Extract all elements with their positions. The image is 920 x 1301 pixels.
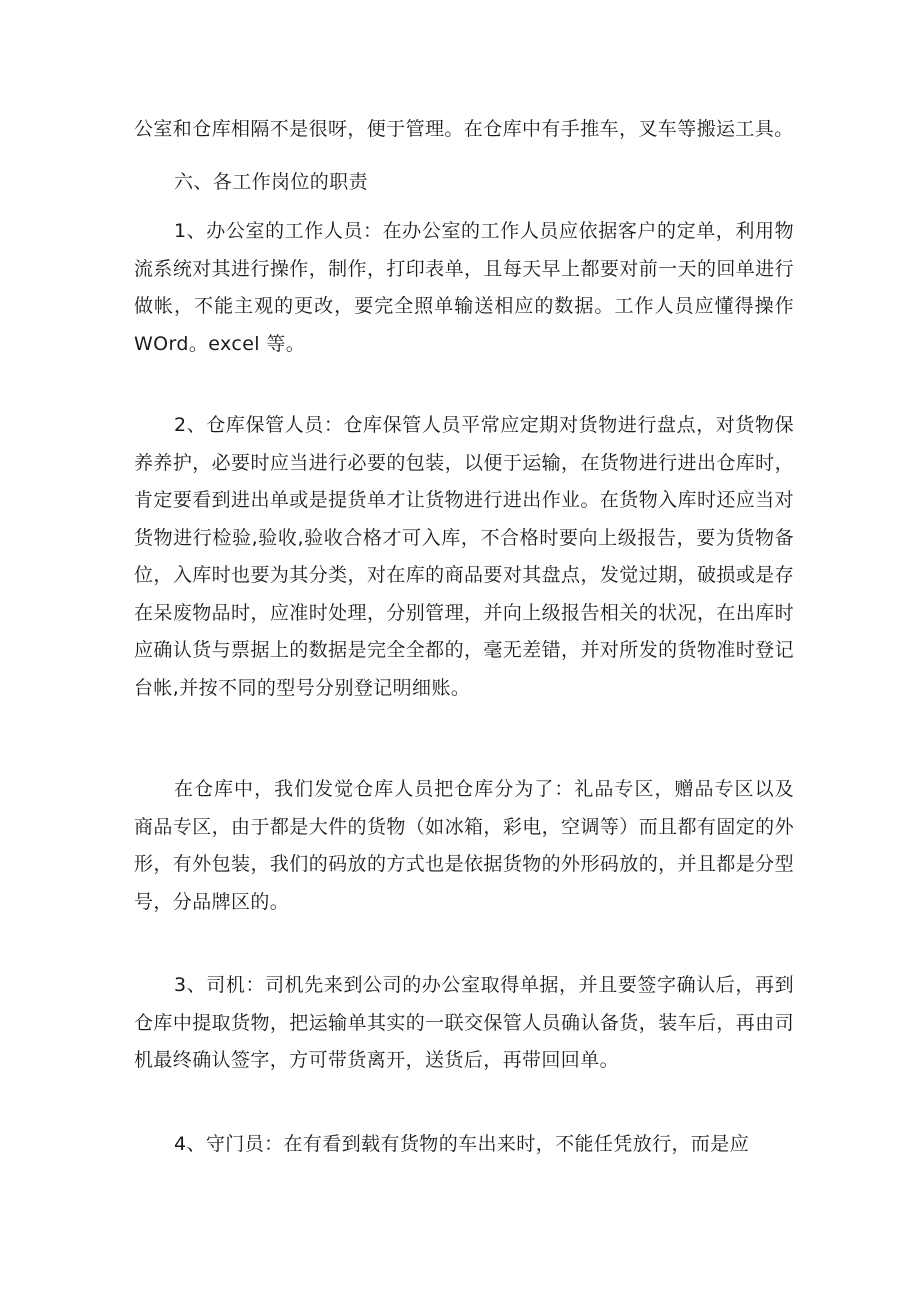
- section-heading: 六、各工作岗位的职责: [174, 171, 369, 193]
- paragraph-office-staff: 1、办公室的工作人员：在办公室的工作人员应依据客户的定单，利用物流系统对其进行操作，制作，打印表单，且每天早上都要对前一天的回单进行做帐，不能主观的更改，要完全照单输送相应的数据。工作人员应懂得操作 WOrd。excel 等。: [134, 220, 794, 355]
- paragraph-warehouse-keeper: 2、仓库保管人员：仓库保管人员平常应定期对货物进行盘点，对货物保养养护，必要时应当进行必要的包装，以便于运输，在货物进行进出仓库时，肯定要看到进出单或是提货单才让货物进行进出作业。在货物入库时还应当对货物进行检验,验收,验收合格才可入库，不合格时要向上级报告，要为货物备位，入库时也要为其分类，对在库的商品要对其盘点，发觉过期，破损或是存在呆废物品时，应准时处理，分别管理，并向上级报告相关的状况，在出库时应确认货与票据上的数据是完全全都的，毫无差错，并对所发的货物准时登记台帐,并按不同的型号分别登记明细账。: [134, 414, 794, 699]
- paragraph-gatekeeper: 4、守门员：在有看到载有货物的车出来时，不能任凭放行，而是应: [174, 1133, 750, 1155]
- paragraph-continuation: 公室和仓库相隔不是很呀，便于管理。在仓库中有手推车，叉车等搬运工具。: [134, 118, 794, 140]
- paragraph-driver: 3、司机：司机先来到公司的办公室取得单据，并且要签字确认后，再到仓库中提取货物，把运输单其实的一联交保管人员确认备货，装车后，再由司机最终确认签字，方可带货离开，送货后，再带回回单。: [134, 974, 794, 1071]
- paragraph-warehouse-zones: 在仓库中，我们发觉仓库人员把仓库分为了：礼品专区，赠品专区以及商品专区，由于都是大件的货物（如冰箱，彩电，空调等）而且都有固定的外形，有外包装，我们的码放的方式也是依据货物的外形码放的，并且都是分型号，分品牌区的。: [134, 778, 794, 913]
